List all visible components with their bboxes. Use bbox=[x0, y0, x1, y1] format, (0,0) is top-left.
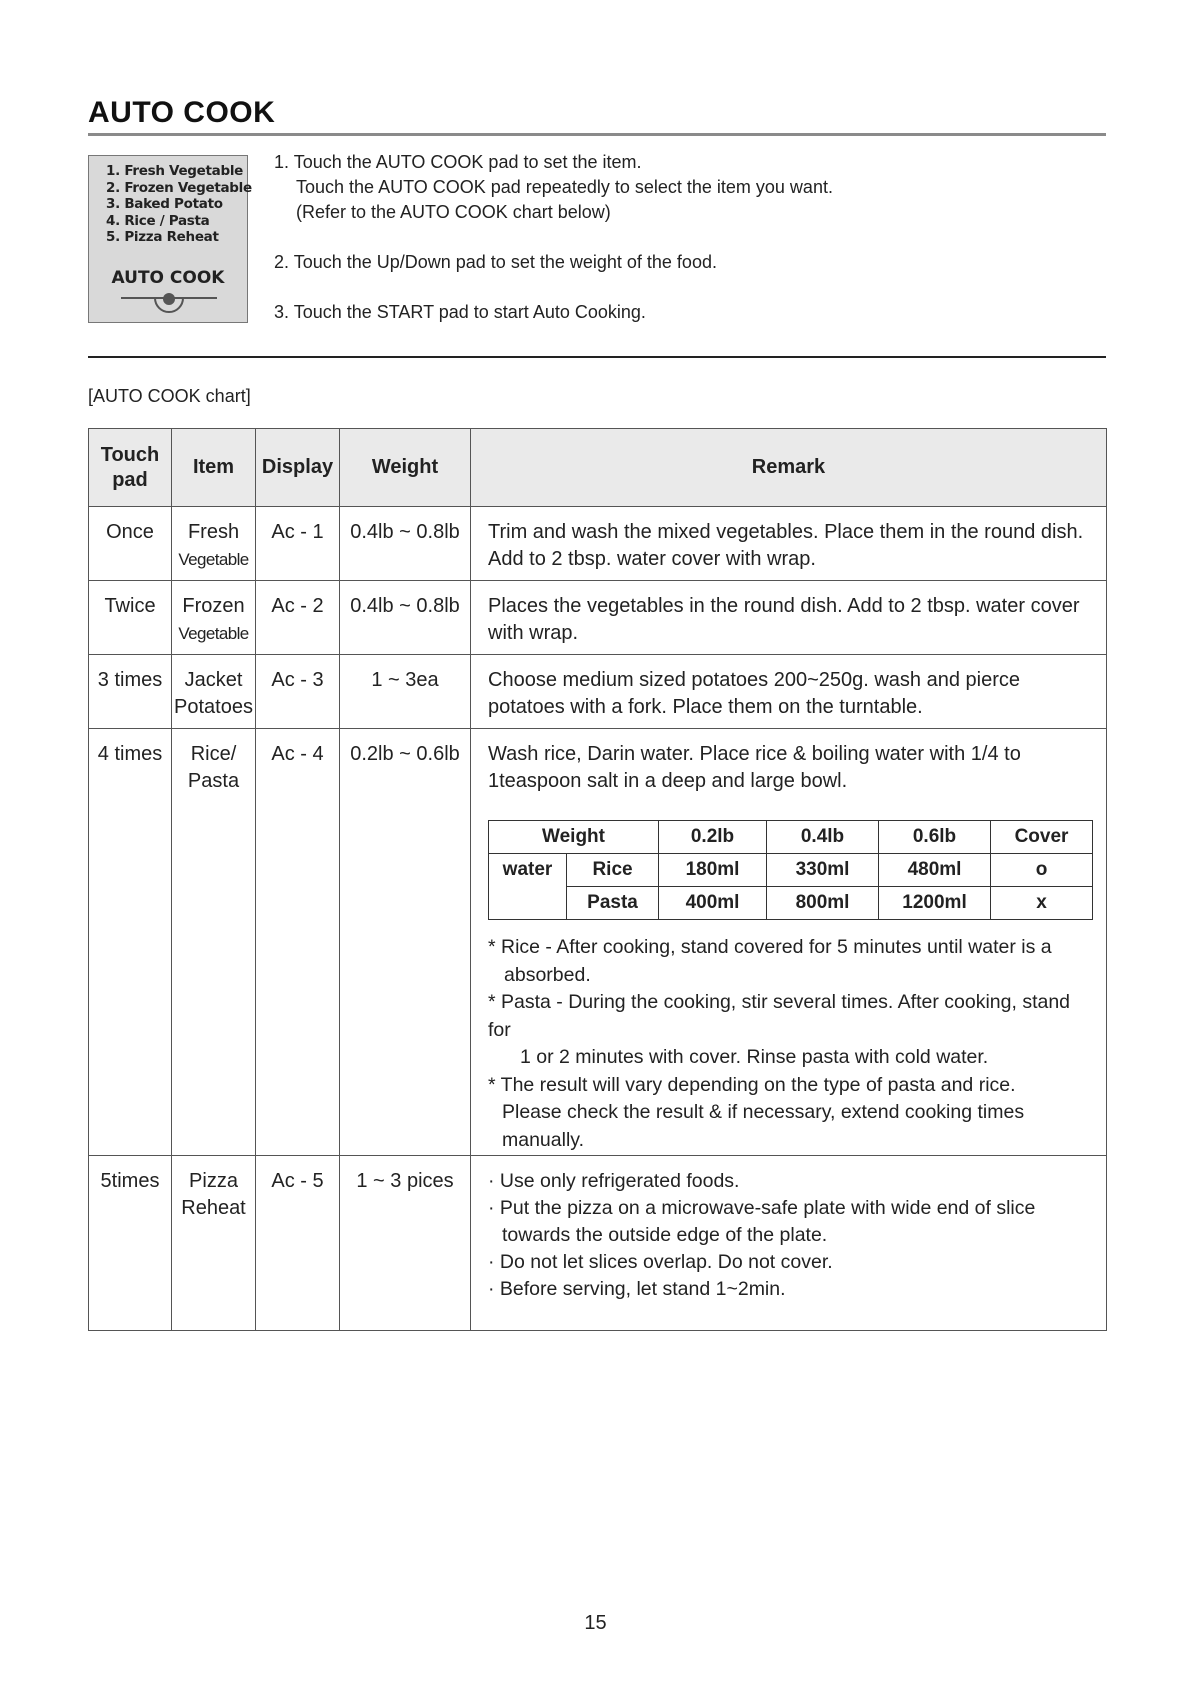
rice-pasta-notes bbox=[488, 934, 1098, 1154]
page-number: 15 bbox=[584, 1612, 607, 1634]
panel-item-list bbox=[106, 163, 252, 246]
pasta-v3: 1200ml bbox=[879, 887, 991, 920]
water-h-02: 0.2lb bbox=[659, 821, 767, 854]
item-line-2: Vegetable bbox=[178, 624, 249, 643]
item-line-1: Fresh bbox=[187, 521, 240, 543]
water-h-cover: Cover bbox=[991, 821, 1093, 854]
note-result-cont: manually. bbox=[502, 1128, 585, 1151]
cell-weight: 0.4lb ~ 0.8lb bbox=[340, 581, 471, 655]
panel-label: AUTO COOK bbox=[111, 268, 225, 288]
water-h-04: 0.4lb bbox=[767, 821, 879, 854]
panel-item: 5. Pizza Reheat bbox=[106, 229, 219, 245]
table-row bbox=[89, 1156, 1107, 1331]
step-2: 2. Touch the Up/Down pad to set the weight of the food. bbox=[274, 252, 717, 272]
water-row-pasta bbox=[489, 887, 1093, 920]
panel-item: 4. Rice / Pasta bbox=[106, 212, 210, 229]
cell-remark: Trim and wash the mixed vegetables. Place them in the round dish. Add to 2 tbsp. water cover with wrap. bbox=[471, 507, 1107, 581]
water-h-06: 0.6lb bbox=[879, 821, 991, 854]
water-row-rice bbox=[489, 854, 1093, 887]
cell-remark: Choose medium sized potatoes 200~250g. wash and pierce potatoes with a fork. Place them on the turntable. bbox=[471, 655, 1107, 729]
cell-weight: 1 ~ 3 pices bbox=[340, 1156, 471, 1331]
note-result: * The result will vary depending on the type of pasta and rice. bbox=[488, 1073, 1016, 1096]
step-1-detail: Touch the AUTO COOK pad repeatedly to select the item you want. bbox=[296, 177, 833, 197]
cell-item bbox=[172, 507, 256, 581]
cell-weight: 1 ~ 3ea bbox=[340, 655, 471, 729]
cell-item bbox=[172, 581, 256, 655]
rice-label: Rice bbox=[567, 854, 659, 887]
item-line-1: Jacket bbox=[184, 669, 243, 691]
note-rice-cont: absorbed. bbox=[504, 963, 591, 986]
panel-item: 1. Fresh Vegetable bbox=[106, 163, 244, 179]
panel-item: 3. Baked Potato bbox=[106, 196, 223, 212]
item-line-1: Rice/ bbox=[190, 743, 237, 765]
pizza-bullet: · Do not let slices overlap. Do not cover. bbox=[488, 1251, 833, 1273]
item-line-1: Pizza bbox=[189, 1170, 238, 1192]
table-row bbox=[89, 729, 1107, 1156]
table-row bbox=[89, 581, 1107, 655]
cell-touch: Twice bbox=[89, 581, 172, 655]
water-table-header bbox=[489, 821, 1093, 854]
auto-cook-chart bbox=[88, 428, 1107, 1331]
note-result-cont: Please check the result & if necessary, extend cooking times bbox=[502, 1101, 1025, 1123]
cell-item bbox=[172, 655, 256, 729]
pasta-label: Pasta bbox=[567, 887, 659, 920]
cell-item bbox=[172, 1156, 256, 1331]
cell-touch: Once bbox=[89, 507, 172, 581]
item-line-2: Potatoes bbox=[174, 696, 253, 718]
auto-cook-panel-illustration bbox=[88, 155, 252, 323]
table-row bbox=[89, 655, 1107, 729]
rice-v1: 180ml bbox=[659, 854, 767, 887]
header-remark: Remark bbox=[471, 429, 1107, 507]
item-line-2: Reheat bbox=[181, 1197, 246, 1219]
rice-v3: 480ml bbox=[879, 854, 991, 887]
step-3: 3. Touch the START pad to start Auto Cooking. bbox=[274, 302, 646, 322]
cell-display: Ac - 5 bbox=[256, 1156, 340, 1331]
cell-touch: 4 times bbox=[89, 729, 172, 1156]
pasta-cover: x bbox=[991, 887, 1093, 920]
chart-caption: [AUTO COOK chart] bbox=[88, 386, 251, 406]
cell-display: Ac - 2 bbox=[256, 581, 340, 655]
cell-item bbox=[172, 729, 256, 1156]
step-1: 1. Touch the AUTO COOK pad to set the item. bbox=[274, 152, 642, 172]
rice-cover: o bbox=[991, 854, 1093, 887]
pasta-v2: 800ml bbox=[767, 887, 879, 920]
header-item: Item bbox=[172, 429, 256, 507]
title-divider bbox=[88, 133, 1106, 136]
cell-display: Ac - 4 bbox=[256, 729, 340, 1156]
note-pasta-cont: 1 or 2 minutes with cover. Rinse pasta with cold water. bbox=[520, 1046, 989, 1068]
header-weight: Weight bbox=[340, 429, 471, 507]
cell-weight: 0.2lb ~ 0.6lb bbox=[340, 729, 471, 1156]
note-pasta: * Pasta - During the cooking, stir several times. After cooking, stand for bbox=[488, 991, 1071, 1041]
water-label: water bbox=[489, 854, 567, 920]
dial-knob-icon bbox=[121, 290, 217, 316]
cell-display: Ac - 1 bbox=[256, 507, 340, 581]
cell-remark bbox=[471, 729, 1107, 1156]
pizza-bullet: · Before serving, let stand 1~2min. bbox=[488, 1278, 786, 1300]
rice-v2: 330ml bbox=[767, 854, 879, 887]
cell-touch: 3 times bbox=[89, 655, 172, 729]
header-display: Display bbox=[256, 429, 340, 507]
note-rice: * Rice - After cooking, stand covered for 5 minutes until water is a bbox=[488, 936, 1052, 958]
cell-remark: Places the vegetables in the round dish. Add to 2 tbsp. water cover with wrap. bbox=[471, 581, 1107, 655]
pasta-v1: 400ml bbox=[659, 887, 767, 920]
page-title: AUTO COOK bbox=[88, 96, 276, 129]
cell-touch: 5times bbox=[89, 1156, 172, 1331]
item-line-2: Vegetable bbox=[178, 550, 249, 569]
step-1-reference: (Refer to the AUTO COOK chart below) bbox=[296, 202, 611, 222]
table-row bbox=[89, 507, 1107, 581]
cell-weight: 0.4lb ~ 0.8lb bbox=[340, 507, 471, 581]
pizza-bullet: · Use only refrigerated foods. bbox=[488, 1170, 740, 1192]
panel-item: 2. Frozen Vegetable bbox=[106, 179, 252, 196]
cell-remark bbox=[471, 1156, 1107, 1331]
item-line-1: Frozen bbox=[182, 595, 245, 617]
water-h-weight: Weight bbox=[489, 821, 659, 854]
pizza-bullet: · Put the pizza on a microwave-safe plate with wide end of slice towards the outside edge of the plate. bbox=[488, 1197, 1036, 1246]
cell-display: Ac - 3 bbox=[256, 655, 340, 729]
header-touch-text: Touch bbox=[100, 443, 160, 466]
item-line-2: Pasta bbox=[187, 770, 240, 792]
header-pad-text: pad bbox=[112, 468, 148, 491]
section-divider bbox=[88, 356, 1106, 358]
water-amount-table bbox=[488, 820, 1093, 920]
header-touch-pad bbox=[89, 429, 172, 507]
header-row bbox=[89, 429, 1107, 507]
remark-text: Wash rice, Darin water. Place rice & boiling water with 1/4 to 1teaspoon salt in a deep and large bowl. bbox=[488, 743, 1021, 792]
